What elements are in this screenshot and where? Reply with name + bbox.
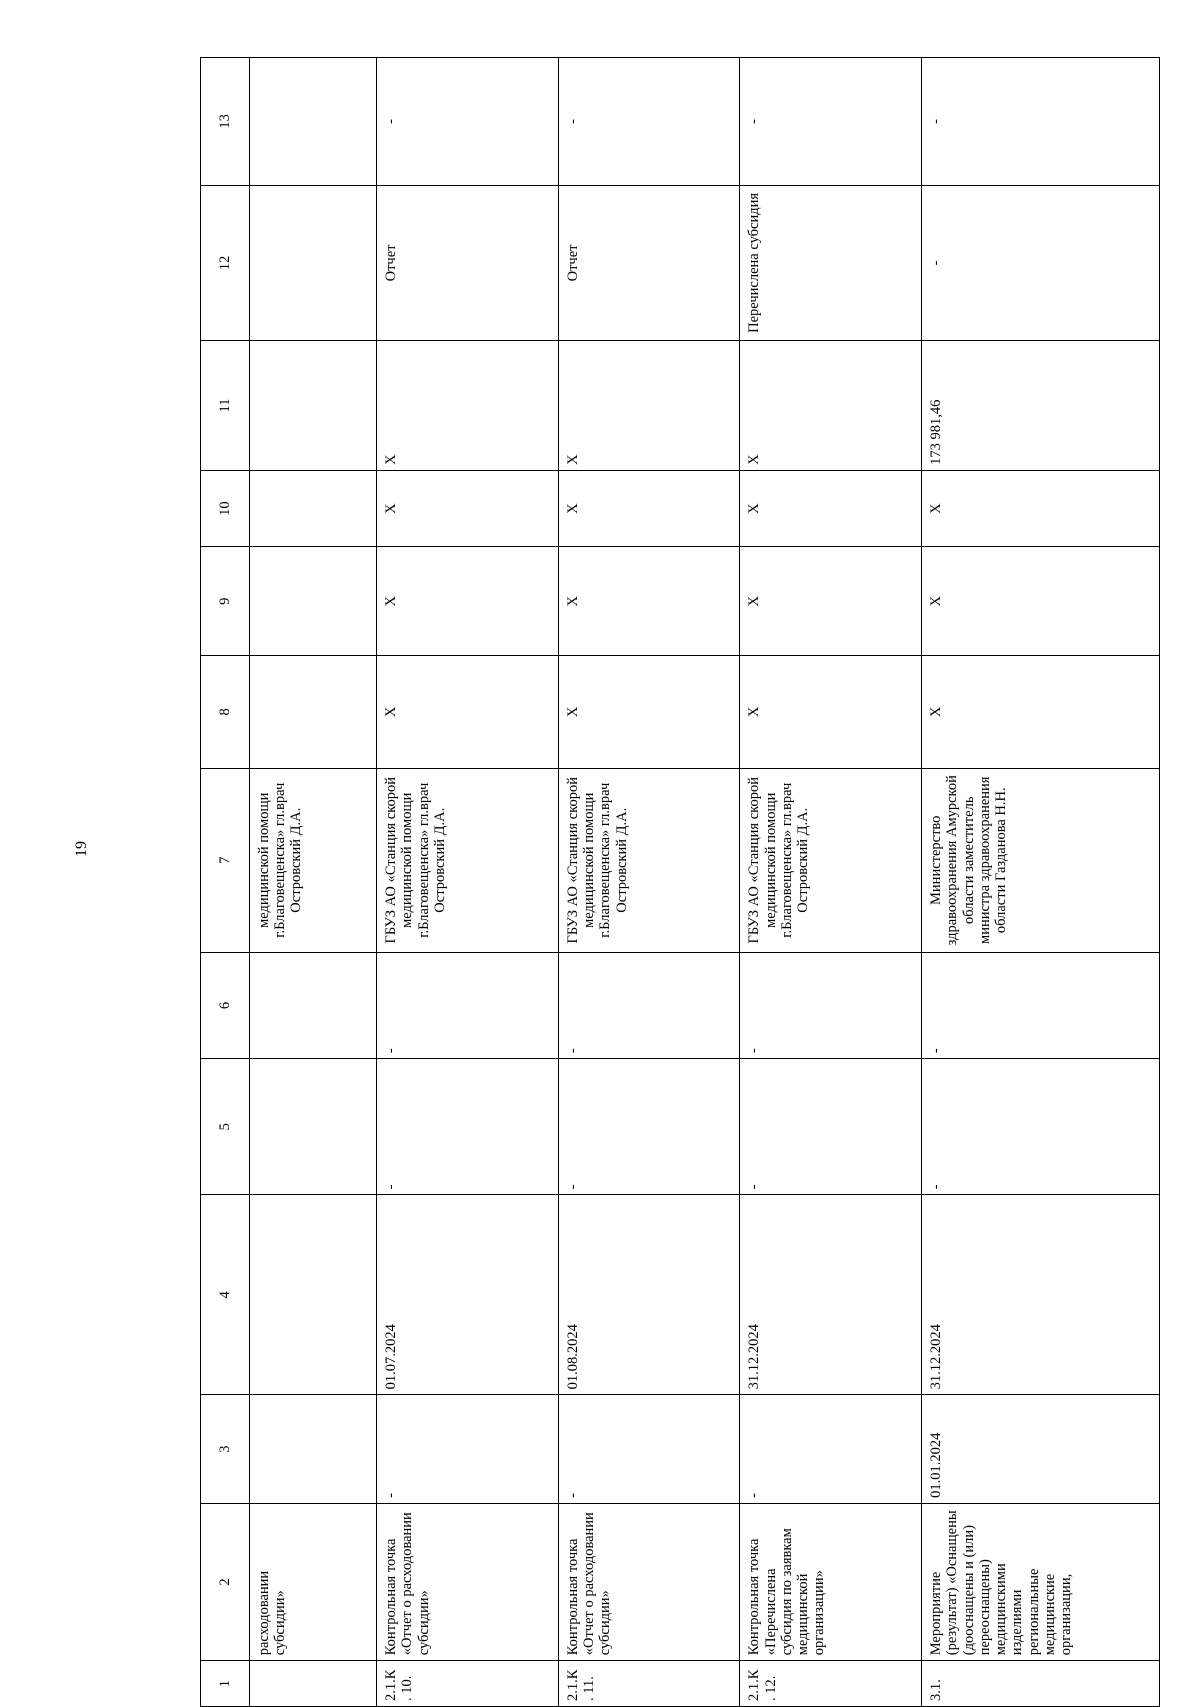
table-cell: - (922, 58, 1160, 186)
column-header: 5 (201, 1059, 250, 1195)
table-cell: X (922, 470, 1160, 547)
column-header: 9 (201, 547, 250, 656)
table-cell: - (740, 1059, 922, 1195)
table-cell (249, 58, 377, 186)
column-header: 7 (201, 768, 250, 952)
table-cell: - (558, 952, 740, 1058)
table-cell: ГБУЗ АО «Станция скорой медицинской помощи г.Благовещенска» гл.врач Островский Д.А. (740, 768, 922, 952)
table-cell (249, 1195, 377, 1395)
column-header: 2 (201, 1503, 250, 1660)
table-cell (249, 655, 377, 768)
table-cell: - (740, 1395, 922, 1504)
table-cell: 01.01.2024 (922, 1395, 1160, 1504)
table-cell: ГБУЗ АО «Станция скорой медицинской помощи г.Благовещенска» гл.врач Островский Д.А. (377, 768, 559, 952)
table-cell (249, 547, 377, 656)
table-cell: - (922, 1059, 1160, 1195)
table-row (558, 58, 740, 1707)
table-cell (249, 952, 377, 1058)
column-header: 13 (201, 58, 250, 186)
table-cell: 2.1.К. 10. (377, 1661, 559, 1707)
table-cell: X (740, 547, 922, 656)
table-cell: Министерство здравоохранения Амурской области заместитель министра здравоохранения области Газданова Н.Н. (922, 768, 1160, 952)
table-cell: Контрольная точка «Отчет о расходовании субсидии» (558, 1503, 740, 1660)
table-cell: - (558, 1395, 740, 1504)
table-cell: - (922, 952, 1160, 1058)
table-cell: - (740, 952, 922, 1058)
table-cell: 173 981,46 (922, 341, 1160, 471)
column-header: 3 (201, 1395, 250, 1504)
header-row (201, 58, 250, 1707)
column-header: 10 (201, 470, 250, 547)
table-cell: - (922, 185, 1160, 340)
table-cell: X (558, 547, 740, 656)
table-cell: 01.07.2024 (377, 1195, 559, 1395)
table-body (201, 58, 1160, 1707)
table-cell: X (377, 655, 559, 768)
table-cell: 31.12.2024 (740, 1195, 922, 1395)
column-header: 4 (201, 1195, 250, 1395)
table-cell: - (558, 1059, 740, 1195)
table-row (922, 58, 1160, 1707)
table-cell: Мероприятие (результат) «Оснащены (дооснащены и (или) переоснащены) медицинскими изделиями региональные медицинские организации, (922, 1503, 1160, 1660)
table-cell: 2.1.К. 12. (740, 1661, 922, 1707)
table-cell: X (377, 470, 559, 547)
table-cell (249, 470, 377, 547)
table-cell: X (740, 655, 922, 768)
table-cell (249, 185, 377, 340)
table-cell: - (377, 952, 559, 1058)
table-cell: медицинской помощи г.Благовещенска» гл.врач Островский Д.А. (249, 768, 377, 952)
data-table (200, 57, 1160, 1707)
column-header: 6 (201, 952, 250, 1058)
table-cell (249, 1059, 377, 1195)
table-cell: - (377, 1395, 559, 1504)
table-cell: Контрольная точка «Отчет о расходовании субсидии» (377, 1503, 559, 1660)
table-cell (249, 1395, 377, 1504)
page-number: 19 (73, 841, 90, 857)
table-cell: X (558, 655, 740, 768)
table-cell: X (377, 547, 559, 656)
table-row (249, 58, 377, 1707)
table-cell: 3.1. (922, 1661, 1160, 1707)
table-cell: X (922, 547, 1160, 656)
table-cell: - (377, 58, 559, 186)
table-cell: X (558, 341, 740, 471)
column-header: 11 (201, 341, 250, 471)
table-cell: X (740, 470, 922, 547)
table-cell: 01.08.2024 (558, 1195, 740, 1395)
table-cell: X (377, 341, 559, 471)
table-cell: расходовании субсидии» (249, 1503, 377, 1660)
table-cell: X (558, 470, 740, 547)
table-row (377, 58, 559, 1707)
table-cell: 31.12.2024 (922, 1195, 1160, 1395)
table-cell (249, 341, 377, 471)
table-cell: ГБУЗ АО «Станция скорой медицинской помощи г.Благовещенска» гл.врач Островский Д.А. (558, 768, 740, 952)
column-header: 8 (201, 655, 250, 768)
column-header: 1 (201, 1661, 250, 1707)
table-cell: Отчет (377, 185, 559, 340)
table-cell (249, 1661, 377, 1707)
table-cell: X (740, 341, 922, 471)
table-cell: - (558, 58, 740, 186)
table-cell: Отчет (558, 185, 740, 340)
table-row (740, 58, 922, 1707)
table-cell: 2.1.К. 11. (558, 1661, 740, 1707)
table-cell: - (377, 1059, 559, 1195)
table-cell: Перечислена субсидия (740, 185, 922, 340)
column-header: 12 (201, 185, 250, 340)
table-cell: - (740, 58, 922, 186)
table-cell: X (922, 655, 1160, 768)
table-cell: Контрольная точка «Перечислена субсидия по заявкам медицинской организации» (740, 1503, 922, 1660)
